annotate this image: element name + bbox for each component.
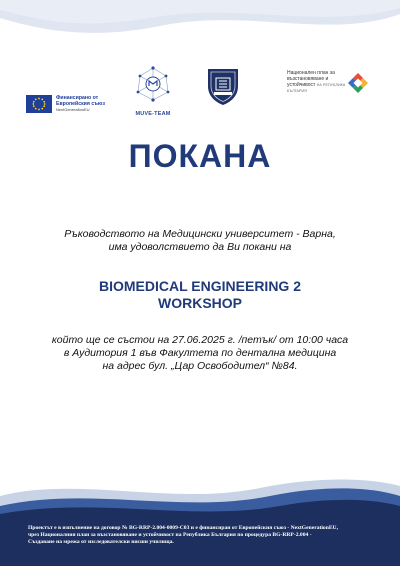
footer-line-2: чрез Националния план за възстановяване и устойчивост на Република България по процедура BG-RRP-2.004 - (28, 531, 312, 538)
muve-network-icon (130, 64, 176, 106)
details-line-1: който ще се състои на 27.06.2025 г. /петък/ от 10:00 часа (51, 334, 349, 346)
logo-row (0, 64, 400, 116)
details-line-2: в Аудитория 1 във Факултета по дентална медицина (63, 347, 337, 359)
plan-logo-sub: НА РЕПУБЛИКА БЪЛГАРИЯ (287, 83, 346, 93)
national-plan-diamond-icon (347, 72, 369, 94)
bottom-wave-decoration (0, 466, 400, 566)
project-footer-note (28, 525, 374, 545)
eu-flag-icon (26, 95, 52, 113)
plan-logo-line3: устойчивост (287, 82, 316, 88)
invitation-title: ПОКАНА (128, 138, 272, 174)
shield-icon (205, 66, 241, 106)
event-name-line-2: WORKSHOP (158, 295, 242, 311)
eu-logo-line1: Финансирано от (56, 95, 99, 101)
muve-team-logo (130, 64, 176, 116)
invitation-intro (0, 228, 400, 254)
footer-line-1: Проектът е в изпълнение на договор № BG-RRP-2.004-0009-C03 и е финансиран от Европейския съюз - NextGenerationEU, (28, 525, 338, 531)
intro-line-1: Ръководството на Медицински университет - Варна, (64, 228, 336, 240)
eu-logo-sub: NextGenerationEU (56, 107, 90, 112)
eu-logo-line2: Европейския съюз (56, 101, 105, 107)
event-details (0, 334, 400, 373)
national-plan-logo (287, 70, 377, 122)
intro-line-2: има удоволствието да Ви покани на (108, 241, 292, 253)
event-name (0, 278, 400, 312)
plan-logo-line1: Национален план за (287, 70, 335, 76)
top-wave-decoration (0, 0, 400, 60)
plan-logo-line2: възстановяване и (287, 76, 329, 82)
university-shield-logo (205, 66, 241, 118)
eu-funding-logo (26, 78, 114, 130)
event-name-line-1: BIOMEDICAL ENGINEERING 2 (99, 278, 301, 294)
muve-team-label: MUVE-TEAM (135, 111, 171, 117)
footer-line-3: Създаване на мрежа от изследователски висши училища. (28, 538, 174, 545)
details-line-3: на адрес бул. „Цар Освободител“ №84. (102, 360, 298, 372)
